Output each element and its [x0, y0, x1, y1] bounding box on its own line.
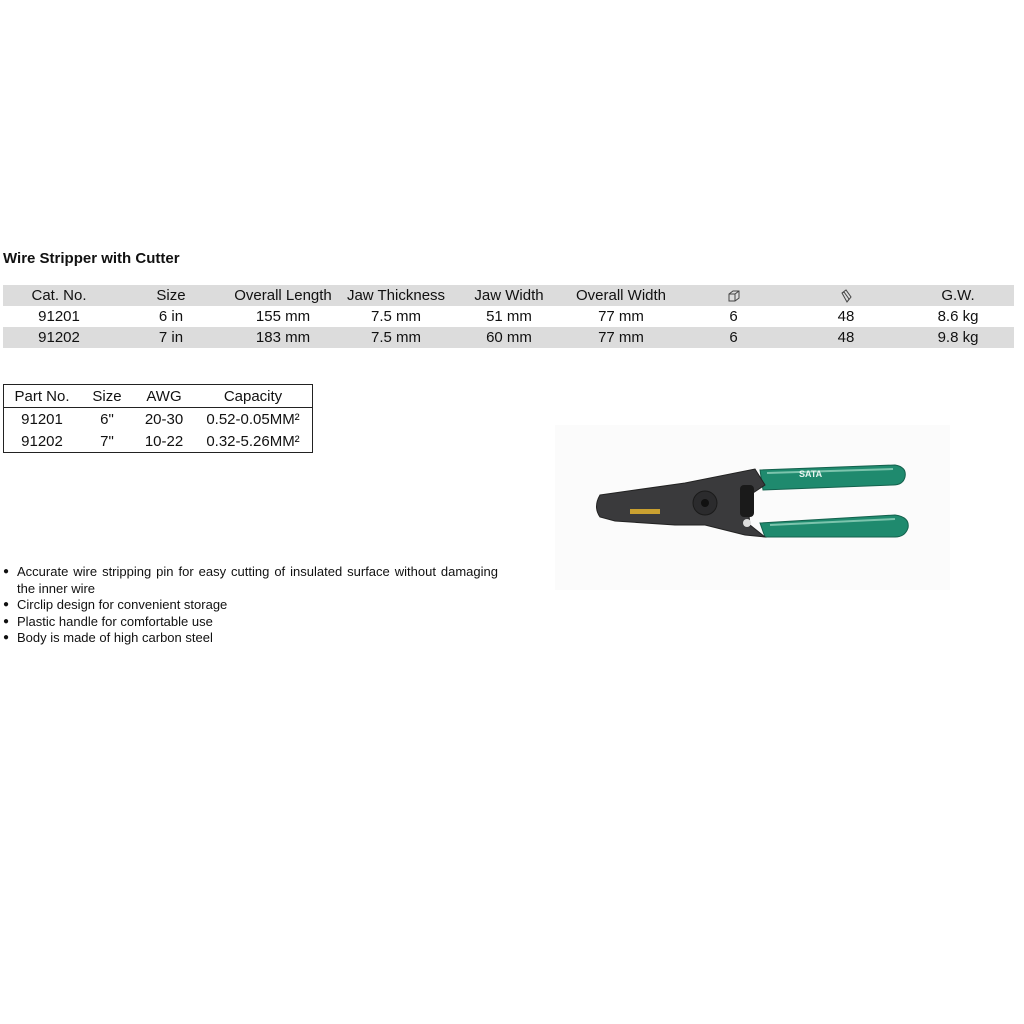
- cell: 51 mm: [486, 308, 532, 325]
- table-row: [3, 327, 1014, 348]
- table-row: [4, 408, 313, 431]
- cell: 7.5 mm: [370, 308, 421, 325]
- header-overall-length: Overall Length: [234, 287, 332, 304]
- cell: 6: [729, 308, 738, 325]
- cell: 20-30: [144, 410, 184, 428]
- feature-list: [3, 564, 498, 647]
- feature-item: ● Circlip design for convenient storage: [3, 597, 498, 614]
- header-gross-weight: G.W.: [941, 287, 975, 304]
- feature-item: ● Plastic handle for comfortable use: [3, 614, 498, 631]
- header-carton: [790, 285, 902, 306]
- cell: 7 in: [158, 329, 184, 346]
- cell: 91201: [21, 410, 63, 428]
- product-title: Wire Stripper with Cutter: [3, 250, 180, 267]
- cell: 155 mm: [255, 308, 311, 325]
- cell: 9.8 kg: [937, 329, 979, 346]
- cell: 91202: [21, 432, 63, 450]
- cell: 77 mm: [598, 308, 644, 325]
- cell: 60 mm: [486, 329, 532, 346]
- header-cat-no: Cat. No.: [31, 287, 87, 304]
- carton-icon: [839, 289, 853, 303]
- spec-table: [3, 285, 1014, 348]
- cell: 91201: [38, 308, 80, 325]
- header-size: Size: [156, 287, 186, 304]
- cell: 91202: [38, 329, 80, 346]
- table-row: [3, 306, 1014, 327]
- cell: 6": [100, 410, 114, 428]
- header-capacity: Capacity: [194, 385, 313, 408]
- awg-header-row: [4, 385, 313, 408]
- header-jaw-width: Jaw Width: [474, 287, 544, 304]
- cell: 7.5 mm: [370, 329, 421, 346]
- cell: 77 mm: [598, 329, 644, 346]
- cell: 7": [100, 432, 114, 450]
- cell: 8.6 kg: [937, 308, 979, 325]
- cell: 48: [837, 329, 855, 346]
- header-awg: AWG: [134, 385, 194, 408]
- brand-logo-text: SATA: [799, 469, 823, 479]
- wire-stripper-image: [555, 425, 950, 590]
- feature-item: ● Body is made of high carbon steel: [3, 630, 498, 647]
- cell: 48: [837, 308, 855, 325]
- inner-box-icon: [727, 289, 741, 303]
- cell: 6 in: [158, 308, 184, 325]
- header-inner-box: [677, 285, 790, 306]
- header-overall-width: Overall Width: [575, 287, 667, 304]
- header-size: Size: [80, 385, 134, 408]
- header-jaw-thickness: Jaw Thickness: [346, 287, 446, 304]
- cell: 183 mm: [255, 329, 311, 346]
- cell: 0.52-0.05MM²: [206, 410, 300, 428]
- spec-header-row: [3, 285, 1014, 306]
- cell: 10-22: [144, 432, 184, 450]
- header-part-no: Part No.: [4, 385, 81, 408]
- table-row: [4, 430, 313, 453]
- awg-table: [3, 384, 313, 453]
- feature-item: ● Accurate wire stripping pin for easy cutting of insulated surface without damaging the inner wire: [3, 564, 498, 597]
- cell: 0.32-5.26MM²: [206, 432, 300, 450]
- cell: 6: [729, 329, 738, 346]
